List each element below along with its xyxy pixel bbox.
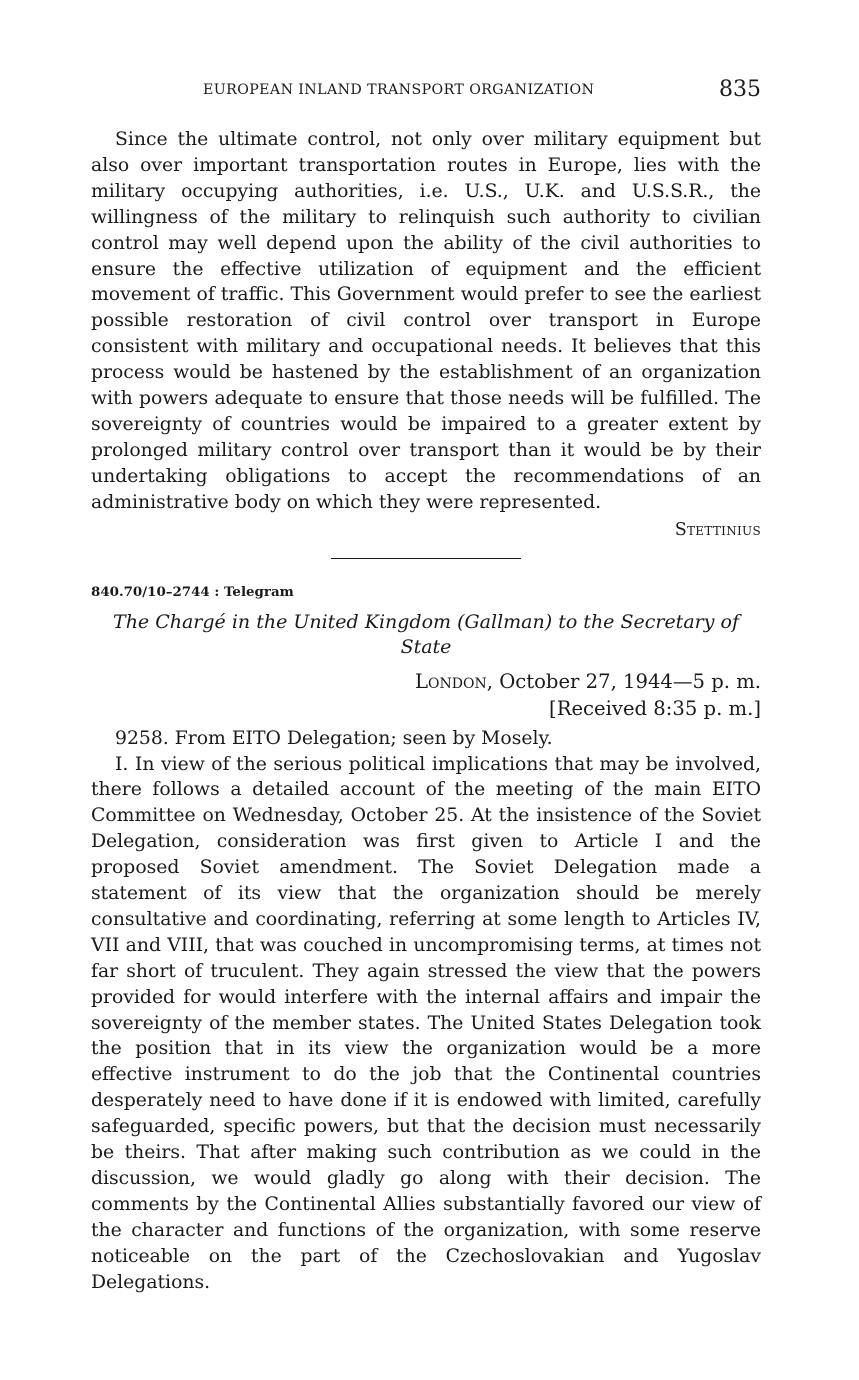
closing-paragraph: Since the ultimate control, not only over military equipment but also over important transportation routes in Europe, lies with the military occupying authorities, i.e. U.S., U.K. and U.S.S.R., the willingness of the military to relinquish such authority to civilian control may well depend upon the ability of the civil authorities to ensure the effective utilization of equipment and the efficient movement of traffic. This Government would prefer to see the earliest possible restoration of civil control over transport in Europe consistent with military and occupational needs. It believes that this process would be hastened by the establishment of an organization with powers adequate to ensure that those needs will be fulfilled. The sovereignty of countries would be impaired to a greater extent by prolonged military control over transport than it would be by their undertaking obligations to accept the recommendations of an administrative body on which they were represented. xyxy=(91,129,761,513)
file-reference: 840.70/10–2744 : Telegram xyxy=(91,583,294,600)
dateline-date: , October 27, 1944—5 p. m. xyxy=(486,669,761,693)
page-number: 835 xyxy=(719,77,761,102)
dateline-place: London xyxy=(415,669,487,693)
signature: Stettinius xyxy=(674,519,761,540)
running-header xyxy=(91,78,761,108)
message-body: I. In view of the serious political implications that may be involved, there follows a detailed account of the meeting of the main EITO Committee on Wednesday, October 25. At the insistence of the Soviet Delegation, consideration was first given to Article I and the proposed Soviet amendment. The Soviet Delegation made a statement of its view that the organization should be merely consultative and coordinating, referring at some length to Articles IV, VII and VIII, that was couched in uncompromising terms, at times not far short of truculent. They again stressed the view that the powers provided for would interfere with the internal affairs and impair the sovereignty of the member states. The United States Delegation took the position that in its view the organization would be a more effective instrument to do the job that the Continental countries desperately need to have done if it is endowed with limited, carefully safeguarded, specific powers, but that the decision must necessarily be theirs. That after making such contribution as we could in the discussion, we would gladly go along with their decision. The comments by the Continental Allies substantially favored our view of the character and functions of the organization, with some reserve noticeable on the part of the Czechoslovakian and Yugoslav Delegations. xyxy=(91,753,761,1293)
message-opening: 9258. From EITO Delegation; seen by Mosely. xyxy=(115,727,553,749)
dateline xyxy=(91,668,761,695)
document-heading: The Chargé in the United Kingdom (Gallman) to the Secretary of State xyxy=(113,610,739,658)
running-title: EUROPEAN INLAND TRANSPORT ORGANIZATION xyxy=(203,82,595,98)
received-time: [Received 8:35 p. m.] xyxy=(549,696,761,720)
document-page xyxy=(91,78,761,1296)
section-divider xyxy=(331,558,521,559)
